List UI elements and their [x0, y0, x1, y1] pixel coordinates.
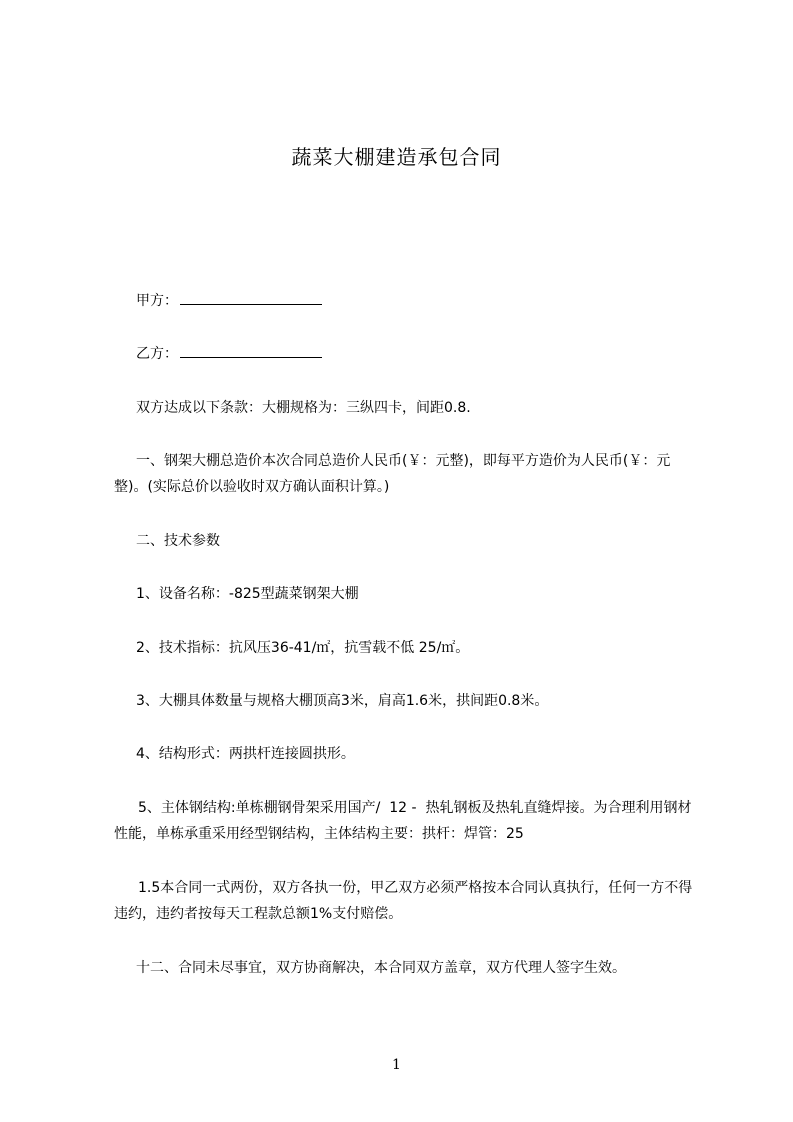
item-4-paragraph: 4、结构形式：两拱杆连接圆拱形。 — [136, 746, 355, 762]
party-b-blank — [180, 343, 322, 358]
item-1-paragraph: 1、设备名称：-825型蔬菜钢架大棚 — [136, 586, 359, 602]
clause-1-paragraph: 一、钢架大棚总造价本次合同总造价人民币(￥：元整)，即每平方造价为人民币(￥：元整)。(实际总价以验收时双方确认面积计算。) — [114, 453, 671, 495]
page-number: 1 — [392, 1057, 401, 1073]
party-b-label: 乙方： — [136, 346, 178, 362]
party-b-line — [114, 341, 700, 367]
party-a-blank — [180, 290, 322, 305]
item-3-paragraph: 3、大棚具体数量与规格大棚顶高3米，肩高1.6米，拱间距0.8米。 — [136, 693, 549, 709]
party-a-label: 甲方： — [136, 293, 178, 309]
item-6-paragraph: 1.5本合同一式两份，双方各执一份，甲乙双方必须严格按本合同认真执行，任何一方不得违约，违约者按每天工程款总额1%支付赔偿。 — [114, 880, 693, 922]
party-a-line — [114, 288, 700, 314]
clause-2-heading: 二、技术参数 — [136, 533, 220, 549]
clause-12-paragraph: 十二、合同未尽事宜，双方协商解决，本合同双方盖章，双方代理人签字生效。 — [136, 960, 626, 976]
item-5-paragraph: 5、主体钢结构:单栋棚钢骨架采用国产/ 12 - 热轧钢板及热轧直缝焊接。为合理利用钢材性能，单栋承重采用经型钢结构，主体结构主要：拱杆：焊管：25 — [114, 800, 692, 842]
intro-paragraph: 双方达成以下条款：大棚规格为：三纵四卡，间距0.8. — [136, 400, 471, 416]
document-title: 蔬菜大棚建造承包合同 — [291, 145, 502, 169]
item-2-paragraph: 2、技术指标：抗风压36-41/㎡，抗雪载不低 25/㎡。 — [136, 640, 470, 656]
